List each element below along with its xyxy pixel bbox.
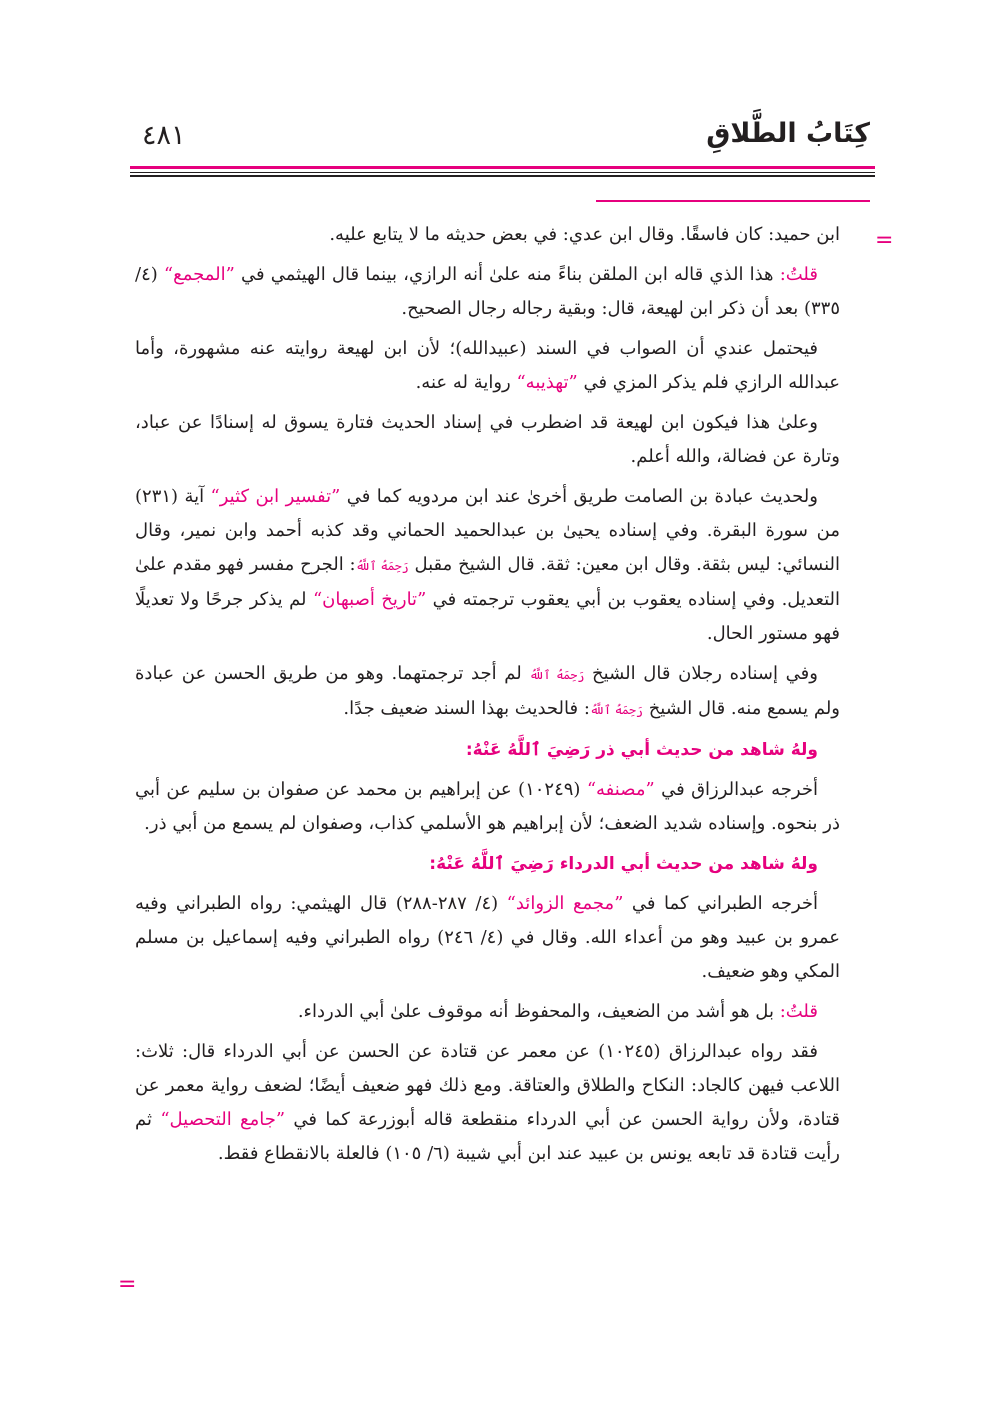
book-title: كِتَابُ الطَّلاقِ bbox=[706, 118, 870, 149]
paragraph-9: قلتُ: بل هو أشد من الضعيف، والمحفوظ أنه موقوف علىٰ أبي الدرداء. bbox=[297, 1001, 818, 1022]
book-ref: ”تاريخ أصبهان“ bbox=[312, 589, 427, 610]
honorific: رَحِمَهُ ٱللَّهُ bbox=[589, 703, 643, 717]
continuation-mark-bottom: = bbox=[118, 1272, 137, 1297]
continuation-mark-top: = bbox=[875, 228, 894, 253]
paragraph-8: أخرجه الطبراني كما في ”مجمع الزوائد“ (٤/ ٢٨٧-٢٨٨) قال الهيثمي: رواه الطبراني وفيه عمرو بن عبيد وهو من أعداء الله. وقال في (٤/ ٢٤٦) رواه الطبراني وفيه إسماعيل بن مسلم المكي وهو ضعيف. bbox=[135, 893, 840, 982]
qult-label: قلتُ: bbox=[779, 264, 818, 285]
book-ref: ”جامع التحصيل“ bbox=[160, 1109, 286, 1130]
paragraph-2: قلتُ: هذا الذي قاله ابن الملقن بناءً منه علىٰ أنه الرازي، بينما قال الهيثمي في ”المجمع“ (٤/ ٣٣٥) بعد أن ذكر ابن لهيعة، قال: وبقية رجاله رجال الصحيح. bbox=[135, 264, 840, 319]
header-rule-thick bbox=[130, 175, 875, 177]
footnote-separator bbox=[596, 200, 870, 202]
page-body bbox=[135, 218, 840, 1177]
book-ref: ”مصنفه“ bbox=[586, 779, 655, 800]
honorific: رَحِمَهُ ٱللَّهُ bbox=[355, 559, 409, 573]
paragraph-4: وعلىٰ هذا فيكون ابن لهيعة قد اضطرب في إسناد الحديث فتارة يسوق له إسنادًا عن عباد، وتارة عن فضالة، والله أعلم. bbox=[135, 412, 840, 467]
page-number: ٤٨١ bbox=[142, 120, 186, 151]
book-ref: ”مجمع الزوائد“ bbox=[506, 893, 624, 914]
paragraph-10: فقد رواه عبدالرزاق (١٠٢٤٥) عن معمر عن قتادة عن الحسن عن أبي الدرداء قال: ثلاث: اللاعب فيهن كالجاد: النكاح والطلاق والعتاقة. ومع ذلك فهو ضعيف أيضًا؛ لضعف رواية معمر عن قتادة، ولأن رواية الحسن عن أبي الدرداء منقطعة قاله أبوزرعة كما في ”جامع التحصيل“ ثم رأيت قتادة قد تابعه يونس بن عبيد عند ابن أبي شيبة (٦/ ١٠٥) فالعلة بالانقطاع فقط. bbox=[135, 1041, 840, 1164]
paragraph-1: ابن حميد: كان فاسقًا. وقال ابن عدي: في بعض حديثه ما لا يتابع عليه. bbox=[329, 224, 840, 245]
qult-label: قلتُ: bbox=[779, 1001, 818, 1022]
paragraph-5: ولحديث عبادة بن الصامت طريق أخرىٰ عند ابن مردويه كما في ”تفسير ابن كثير“ آية (٢٣١) من سورة البقرة. وفي إسناده يحيىٰ بن عبدالحميد الحماني وقد كذبه أحمد وابن نمير، وقال النسائي: ليس بثقة. وقال ابن معين: ثقة. قال الشيخ مقبل رَحِمَهُ ٱللَّهُ: الجرح مفسر فهو مقدم علىٰ التعديل. وفي إسناده يعقوب بن أبي يعقوب ترجمته في ”تاريخ أصبهان“ لم يذكر جرحًا ولا تعديلًا فهو مستور الحال. bbox=[135, 486, 840, 644]
section-heading-abu-darda: ولهُ شاهد من حديث أبي الدرداء رَضِيَ ٱللَّهُ عَنْهُ: bbox=[429, 854, 818, 874]
paragraph-3: فيحتمل عندي أن الصواب في السند (عبيدالله)؛ لأن ابن لهيعة روايته عنه مشهورة، وأما عبدالله الرازي فلم يذكر المزي في ”تهذيبه“ رواية له عنه. bbox=[135, 338, 840, 393]
section-heading-abu-dharr: ولهُ شاهد من حديث أبي ذر رَضِيَ ٱللَّهُ عَنْهُ: bbox=[465, 740, 818, 760]
book-ref: ”تهذيبه“ bbox=[516, 372, 578, 393]
page-header bbox=[130, 118, 870, 160]
honorific: رَحِمَهُ ٱللَّهُ bbox=[529, 668, 585, 682]
paragraph-6: وفي إسناده رجلان قال الشيخ رَحِمَهُ ٱللَّهُ لم أجد ترجمتهما. وهو من طريق الحسن عن عبادة ولم يسمع منه. قال الشيخ رَحِمَهُ ٱللَّهُ: فالحديث بهذا السند ضعيف جدًا. bbox=[135, 663, 840, 719]
book-ref: ”تفسير ابن كثير“ bbox=[210, 486, 341, 507]
paragraph-7: أخرجه عبدالرزاق في ”مصنفه“ (١٠٢٤٩) عن إبراهيم بن محمد عن صفوان بن سليم عن أبي ذر بنحوه. وإسناده شديد الضعف؛ لأن إبراهيم هو الأسلمي كذاب، وصفوان لم يسمع من أبي ذر. bbox=[135, 779, 840, 834]
header-rule-pink bbox=[130, 166, 875, 169]
book-ref: ”المجمع“ bbox=[163, 264, 235, 285]
header-rule-thin bbox=[130, 172, 875, 173]
